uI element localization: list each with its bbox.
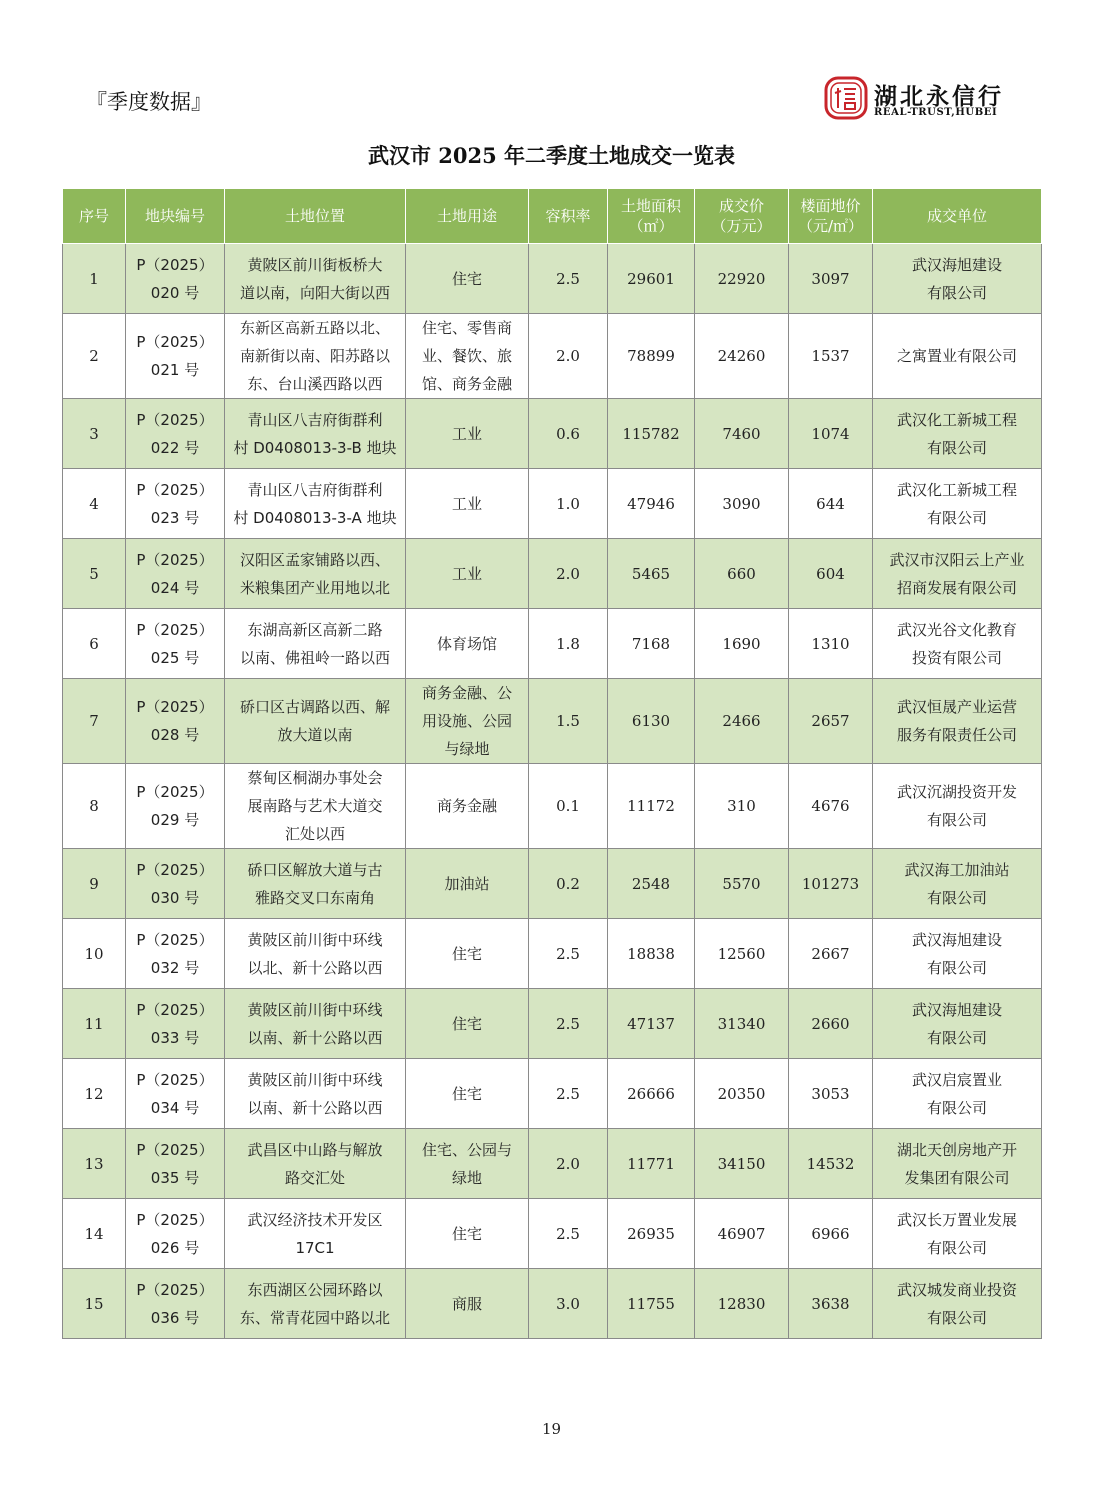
parcel-code-line: 025 号 — [150, 648, 200, 667]
table-row — [63, 399, 1042, 469]
area-cell: 26666 — [608, 1059, 695, 1129]
location-cell — [225, 989, 406, 1059]
location-line: 黄陂区前川街中环线 — [247, 1070, 383, 1089]
location-line: 道以南，向阳大街以西 — [239, 283, 390, 302]
buyer-line: 有限公司 — [926, 438, 987, 457]
parcel-code-line: 020 号 — [150, 283, 200, 302]
area-cell: 6130 — [608, 679, 695, 764]
location-cell — [225, 244, 406, 314]
buyer-line: 武汉海旭建设 — [911, 930, 1002, 949]
parcel-code-cell — [126, 919, 225, 989]
parcel-code-cell — [126, 539, 225, 609]
usage-line: 工业 — [451, 424, 482, 443]
location-line: 东湖高新区高新二路 — [247, 620, 383, 639]
column-header-label: 土地位置 — [284, 207, 345, 225]
table-row — [63, 919, 1042, 989]
column-header — [789, 189, 873, 244]
area-cell: 47946 — [608, 469, 695, 539]
price-cell: 2466 — [695, 679, 789, 764]
seq-cell: 9 — [63, 849, 126, 919]
buyer-line: 武汉城发商业投资 — [896, 1280, 1017, 1299]
location-line: 东新区高新五路以北、 — [239, 319, 390, 337]
far-cell: 2.0 — [529, 314, 608, 399]
usage-line: 住宅、公园与 — [421, 1140, 512, 1159]
usage-line: 绿地 — [451, 1168, 482, 1187]
seq-cell: 14 — [63, 1199, 126, 1269]
location-cell — [225, 314, 406, 399]
seq-cell: 5 — [63, 539, 126, 609]
far-cell: 2.5 — [529, 989, 608, 1059]
location-cell — [225, 1129, 406, 1199]
location-line: 东、常青花园中路以北 — [239, 1308, 390, 1327]
seq-cell: 8 — [63, 764, 126, 849]
table-row — [63, 1129, 1042, 1199]
buyer-cell — [873, 849, 1042, 919]
buyer-line: 武汉启宸置业 — [911, 1070, 1002, 1089]
price-cell: 34150 — [695, 1129, 789, 1199]
seq-cell: 12 — [63, 1059, 126, 1129]
seq-cell: 2 — [63, 314, 126, 399]
column-header-unit: （元/㎡） — [797, 217, 864, 235]
location-cell — [225, 1199, 406, 1269]
column-header-label: 地块编号 — [144, 207, 205, 225]
usage-line: 住宅 — [451, 944, 482, 963]
area-cell: 5465 — [608, 539, 695, 609]
column-header — [63, 189, 126, 244]
buyer-line: 武汉海旭建设 — [911, 255, 1002, 274]
location-line: 展南路与艺术大道交 — [247, 797, 383, 815]
price-cell: 7460 — [695, 399, 789, 469]
parcel-code-line: P（2025） — [136, 860, 214, 879]
location-line: 路交汇处 — [284, 1168, 345, 1187]
buyer-cell — [873, 399, 1042, 469]
parcel-code-cell — [126, 314, 225, 399]
usage-cell — [406, 1199, 529, 1269]
parcel-code-line: 022 号 — [150, 438, 200, 457]
usage-line: 住宅 — [451, 1224, 482, 1243]
buyer-line: 之寓置业有限公司 — [896, 347, 1017, 365]
parcel-code-cell — [126, 244, 225, 314]
column-header — [695, 189, 789, 244]
floor-price-cell: 6966 — [789, 1199, 873, 1269]
usage-line: 工业 — [451, 564, 482, 583]
buyer-cell — [873, 1199, 1042, 1269]
buyer-line: 武汉长万置业发展 — [896, 1210, 1017, 1229]
table-row — [63, 244, 1042, 314]
parcel-code-cell — [126, 1129, 225, 1199]
floor-price-cell: 4676 — [789, 764, 873, 849]
price-cell: 24260 — [695, 314, 789, 399]
buyer-cell — [873, 244, 1042, 314]
parcel-code-line: P（2025） — [136, 1000, 214, 1019]
far-cell: 2.0 — [529, 1129, 608, 1199]
far-cell: 2.5 — [529, 244, 608, 314]
area-cell: 11172 — [608, 764, 695, 849]
seq-cell: 13 — [63, 1129, 126, 1199]
usage-line: 住宅 — [451, 269, 482, 288]
location-line: 东、台山溪西路以西 — [247, 375, 383, 393]
buyer-cell — [873, 679, 1042, 764]
buyer-cell — [873, 539, 1042, 609]
floor-price-cell: 1537 — [789, 314, 873, 399]
parcel-code-cell — [126, 849, 225, 919]
buyer-line: 武汉海工加油站 — [904, 860, 1010, 879]
area-cell: 115782 — [608, 399, 695, 469]
buyer-cell — [873, 1059, 1042, 1129]
floor-price-cell: 1074 — [789, 399, 873, 469]
parcel-code-line: P（2025） — [136, 698, 214, 716]
table-row — [63, 539, 1042, 609]
parcel-code-cell — [126, 399, 225, 469]
column-header — [126, 189, 225, 244]
floor-price-cell: 644 — [789, 469, 873, 539]
parcel-code-line: 035 号 — [150, 1168, 200, 1187]
seal-icon — [824, 76, 868, 120]
table-row — [63, 1059, 1042, 1129]
parcel-code-line: P（2025） — [136, 1070, 214, 1089]
parcel-code-line: 023 号 — [150, 508, 200, 527]
location-cell — [225, 539, 406, 609]
buyer-line: 武汉化工新城工程 — [896, 480, 1017, 499]
floor-price-cell: 14532 — [789, 1129, 873, 1199]
parcel-code-cell — [126, 679, 225, 764]
far-cell: 0.1 — [529, 764, 608, 849]
area-cell: 11755 — [608, 1269, 695, 1339]
column-header-unit: （㎡） — [628, 217, 674, 235]
parcel-code-line: P（2025） — [136, 333, 214, 351]
usage-cell — [406, 1129, 529, 1199]
buyer-cell — [873, 989, 1042, 1059]
column-header-label: 序号 — [78, 207, 109, 225]
table-row — [63, 1199, 1042, 1269]
parcel-code-line: P（2025） — [136, 1210, 214, 1229]
parcel-code-cell — [126, 1199, 225, 1269]
usage-cell — [406, 469, 529, 539]
far-cell: 0.2 — [529, 849, 608, 919]
buyer-line: 招商发展有限公司 — [896, 578, 1017, 597]
parcel-code-cell — [126, 989, 225, 1059]
floor-price-cell: 2667 — [789, 919, 873, 989]
location-line: 以南、新十公路以西 — [247, 1028, 383, 1047]
usage-line: 商务金融、公 — [421, 684, 512, 702]
location-line: 米粮集团产业用地以北 — [239, 578, 390, 597]
buyer-line: 发集团有限公司 — [904, 1168, 1010, 1187]
usage-cell — [406, 244, 529, 314]
seq-cell: 4 — [63, 469, 126, 539]
location-line: 汇处以西 — [284, 825, 345, 843]
usage-cell — [406, 764, 529, 849]
parcel-code-line: 021 号 — [150, 361, 200, 379]
location-line: 武汉经济技术开发区 — [247, 1210, 383, 1229]
usage-cell — [406, 539, 529, 609]
seq-cell: 7 — [63, 679, 126, 764]
buyer-cell — [873, 764, 1042, 849]
parcel-code-line: P（2025） — [136, 620, 214, 639]
column-header-label: 成交价 — [718, 197, 764, 215]
buyer-line: 服务有限责任公司 — [896, 726, 1017, 744]
parcel-code-line: P（2025） — [136, 410, 214, 429]
buyer-cell — [873, 469, 1042, 539]
land-transactions-table — [62, 188, 1042, 1339]
table-row — [63, 989, 1042, 1059]
location-line: 硚口区古调路以西、解 — [239, 698, 390, 716]
area-cell: 2548 — [608, 849, 695, 919]
location-line: 村 D0408013-3-A 地块 — [233, 508, 397, 527]
area-cell: 47137 — [608, 989, 695, 1059]
seq-cell: 1 — [63, 244, 126, 314]
parcel-code-line: 032 号 — [150, 958, 200, 977]
location-cell — [225, 1269, 406, 1339]
price-cell: 5570 — [695, 849, 789, 919]
parcel-code-cell — [126, 469, 225, 539]
parcel-code-line: 024 号 — [150, 578, 200, 597]
table-row — [63, 849, 1042, 919]
usage-line: 体育场馆 — [436, 634, 497, 653]
floor-price-cell: 3638 — [789, 1269, 873, 1339]
price-cell: 12560 — [695, 919, 789, 989]
parcel-code-cell — [126, 1269, 225, 1339]
logo-name: 湖北永信行 — [874, 84, 1004, 110]
far-cell: 1.5 — [529, 679, 608, 764]
area-cell: 7168 — [608, 609, 695, 679]
location-line: 南新街以南、阳苏路以 — [239, 347, 390, 365]
company-logo — [824, 76, 1034, 124]
usage-line: 业、餐饮、旅 — [421, 347, 512, 365]
seq-cell: 11 — [63, 989, 126, 1059]
price-cell: 20350 — [695, 1059, 789, 1129]
floor-price-cell: 604 — [789, 539, 873, 609]
usage-cell — [406, 679, 529, 764]
buyer-line: 武汉光谷文化教育 — [896, 620, 1017, 639]
buyer-cell — [873, 609, 1042, 679]
buyer-cell — [873, 919, 1042, 989]
parcel-code-line: 029 号 — [150, 811, 200, 829]
location-cell — [225, 679, 406, 764]
location-cell — [225, 469, 406, 539]
floor-price-cell: 3097 — [789, 244, 873, 314]
far-cell: 2.5 — [529, 919, 608, 989]
column-header — [225, 189, 406, 244]
price-cell: 660 — [695, 539, 789, 609]
location-line: 雅路交叉口东南角 — [254, 888, 375, 907]
floor-price-cell: 3053 — [789, 1059, 873, 1129]
usage-line: 工业 — [451, 494, 482, 513]
location-line: 硚口区解放大道与古 — [247, 860, 383, 879]
location-line: 蔡甸区桐湖办事处会 — [247, 769, 383, 787]
far-cell: 2.5 — [529, 1199, 608, 1269]
floor-price-cell: 2657 — [789, 679, 873, 764]
parcel-code-line: 033 号 — [150, 1028, 200, 1047]
floor-price-cell: 2660 — [789, 989, 873, 1059]
usage-line: 商务金融 — [436, 797, 497, 815]
usage-line: 住宅 — [451, 1084, 482, 1103]
location-cell — [225, 399, 406, 469]
area-cell: 78899 — [608, 314, 695, 399]
column-header — [529, 189, 608, 244]
buyer-line: 有限公司 — [926, 283, 987, 302]
buyer-cell — [873, 1129, 1042, 1199]
buyer-line: 有限公司 — [926, 888, 987, 907]
parcel-code-cell — [126, 609, 225, 679]
usage-line: 加油站 — [444, 874, 490, 893]
parcel-code-line: 030 号 — [150, 888, 200, 907]
document-title: 武汉市 2025 年二季度土地成交一览表 — [367, 143, 736, 168]
buyer-line: 有限公司 — [926, 508, 987, 527]
column-header — [608, 189, 695, 244]
location-line: 17C1 — [295, 1238, 335, 1257]
buyer-line: 有限公司 — [926, 1098, 987, 1117]
usage-cell — [406, 314, 529, 399]
buyer-line: 有限公司 — [926, 1238, 987, 1257]
far-cell: 1.0 — [529, 469, 608, 539]
usage-cell — [406, 989, 529, 1059]
parcel-code-line: P（2025） — [136, 1280, 214, 1299]
table-row — [63, 609, 1042, 679]
usage-line: 住宅、零售商 — [421, 319, 512, 337]
column-header-label: 土地面积 — [620, 197, 681, 215]
price-cell: 46907 — [695, 1199, 789, 1269]
table-row — [63, 469, 1042, 539]
location-cell — [225, 609, 406, 679]
location-line: 以南、佛祖岭一路以西 — [239, 648, 390, 667]
buyer-line: 武汉沉湖投资开发 — [896, 783, 1017, 801]
price-cell: 31340 — [695, 989, 789, 1059]
far-cell: 2.0 — [529, 539, 608, 609]
buyer-line: 有限公司 — [926, 811, 987, 829]
parcel-code-line: 028 号 — [150, 726, 200, 744]
location-cell — [225, 764, 406, 849]
buyer-line: 武汉化工新城工程 — [896, 410, 1017, 429]
far-cell: 0.6 — [529, 399, 608, 469]
parcel-code-line: P（2025） — [136, 783, 214, 801]
parcel-code-cell — [126, 764, 225, 849]
table-row — [63, 679, 1042, 764]
usage-cell — [406, 399, 529, 469]
location-line: 以北、新十公路以西 — [247, 958, 383, 977]
usage-cell — [406, 1059, 529, 1129]
location-line: 青山区八吉府街群利 — [247, 410, 383, 429]
usage-line: 馆、商务金融 — [421, 375, 512, 393]
location-line: 武昌区中山路与解放 — [247, 1140, 383, 1159]
column-header-label: 容积率 — [545, 207, 591, 225]
seq-cell: 6 — [63, 609, 126, 679]
usage-line: 与绿地 — [444, 740, 490, 758]
parcel-code-line: P（2025） — [136, 480, 214, 499]
price-cell: 22920 — [695, 244, 789, 314]
seq-cell: 10 — [63, 919, 126, 989]
usage-cell — [406, 849, 529, 919]
buyer-line: 湖北天创房地产开 — [896, 1140, 1017, 1159]
column-header — [406, 189, 529, 244]
table-row — [63, 1269, 1042, 1339]
usage-cell — [406, 609, 529, 679]
table-row — [63, 314, 1042, 399]
location-line: 黄陂区前川街中环线 — [247, 1000, 383, 1019]
section-label: 『季度数据』 — [86, 90, 212, 114]
buyer-line: 武汉恒晟产业运营 — [896, 698, 1017, 716]
location-line: 黄陂区前川街中环线 — [247, 930, 383, 949]
buyer-cell — [873, 1269, 1042, 1339]
area-cell: 11771 — [608, 1129, 695, 1199]
usage-cell — [406, 919, 529, 989]
seq-cell: 3 — [63, 399, 126, 469]
table-row — [63, 764, 1042, 849]
logo-subtitle: REAL-TRUST,HUBEI — [874, 107, 998, 118]
price-cell: 3090 — [695, 469, 789, 539]
usage-line: 用设施、公园 — [421, 712, 512, 730]
far-cell: 3.0 — [529, 1269, 608, 1339]
far-cell: 1.8 — [529, 609, 608, 679]
parcel-code-line: 034 号 — [150, 1098, 200, 1117]
far-cell: 2.5 — [529, 1059, 608, 1129]
parcel-code-line: P（2025） — [136, 550, 214, 569]
column-header — [873, 189, 1042, 244]
usage-cell — [406, 1269, 529, 1339]
floor-price-cell: 101273 — [789, 849, 873, 919]
buyer-line: 武汉市汉阳云上产业 — [889, 550, 1025, 569]
parcel-code-line: 026 号 — [150, 1238, 200, 1257]
table-header-row — [63, 189, 1042, 244]
column-header-label: 成交单位 — [926, 207, 987, 225]
location-line: 村 D0408013-3-B 地块 — [233, 438, 397, 457]
location-cell — [225, 919, 406, 989]
location-line: 青山区八吉府街群利 — [247, 480, 383, 499]
buyer-line: 投资有限公司 — [911, 648, 1002, 667]
floor-price-cell: 1310 — [789, 609, 873, 679]
price-cell: 1690 — [695, 609, 789, 679]
column-header-label: 楼面地价 — [800, 197, 861, 215]
usage-line: 住宅 — [451, 1014, 482, 1033]
buyer-line: 武汉海旭建设 — [911, 1000, 1002, 1019]
price-cell: 12830 — [695, 1269, 789, 1339]
usage-line: 商服 — [451, 1294, 482, 1313]
parcel-code-line: P（2025） — [136, 930, 214, 949]
price-cell: 310 — [695, 764, 789, 849]
page-number: 19 — [541, 1420, 562, 1438]
seq-cell: 15 — [63, 1269, 126, 1339]
location-cell — [225, 849, 406, 919]
parcel-code-line: P（2025） — [136, 1140, 214, 1159]
area-cell: 29601 — [608, 244, 695, 314]
buyer-cell — [873, 314, 1042, 399]
location-line: 东西湖区公园环路以 — [247, 1280, 383, 1299]
buyer-line: 有限公司 — [926, 1308, 987, 1327]
location-line: 汉阳区孟家铺路以西、 — [239, 550, 390, 569]
location-line: 放大道以南 — [277, 726, 353, 744]
area-cell: 18838 — [608, 919, 695, 989]
column-header-label: 土地用途 — [436, 207, 497, 225]
area-cell: 26935 — [608, 1199, 695, 1269]
buyer-line: 有限公司 — [926, 1028, 987, 1047]
column-header-unit: （万元） — [711, 217, 772, 235]
location-cell — [225, 1059, 406, 1129]
buyer-line: 有限公司 — [926, 958, 987, 977]
parcel-code-line: 036 号 — [150, 1308, 200, 1327]
location-line: 以南、新十公路以西 — [247, 1098, 383, 1117]
location-line: 黄陂区前川街板桥大 — [247, 255, 383, 274]
parcel-code-cell — [126, 1059, 225, 1129]
parcel-code-line: P（2025） — [136, 255, 214, 274]
table-body — [63, 244, 1042, 1339]
